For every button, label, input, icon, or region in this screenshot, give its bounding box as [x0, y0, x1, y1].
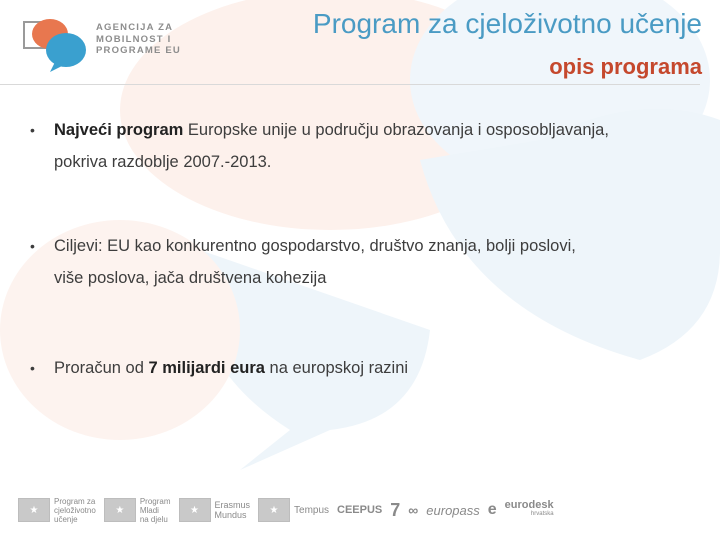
- footer-logo-1-line-2: cjeloživotno: [54, 505, 96, 515]
- footer-logo-erasmus-mundus: [179, 498, 251, 522]
- logo-line-3: PROGRAME EU: [96, 45, 181, 56]
- bullet-item-3: [30, 354, 700, 382]
- footer-logo-4-line-1: Tempus: [294, 504, 330, 516]
- bullet-1-line-1: [54, 116, 700, 144]
- bullet-item-2: [30, 232, 700, 296]
- eurodesk-logo: [505, 501, 554, 519]
- eurydice-logo-icon: ∞: [408, 502, 419, 518]
- footer-logo-2-line-2: Mladi: [139, 505, 159, 515]
- page-title: Program za cjeloživotno učenje: [312, 8, 702, 39]
- logo-line-2: MOBILNOST I: [96, 33, 172, 45]
- fp7-logo-icon: 7: [390, 499, 401, 520]
- eurodesk-logo-subtext: hrvatska: [530, 511, 554, 517]
- agency-logo: [22, 14, 182, 74]
- eu-flag-icon: ★: [104, 498, 136, 522]
- agency-logo-text: [96, 22, 181, 57]
- eu-flag-icon: ★: [18, 498, 50, 522]
- footer-logo-youth-in-action: [104, 497, 171, 524]
- bullet-3-line-1: [54, 354, 700, 382]
- footer-logo-2-line-1: Program: [139, 496, 171, 506]
- eurodesk-logo-text: eurodesk: [504, 499, 554, 511]
- footer-logo-3-line-1: Erasmus: [214, 500, 251, 510]
- eu-flag-icon: ★: [179, 498, 211, 522]
- page-subtitle: opis programa: [549, 54, 702, 79]
- title-divider: [0, 84, 700, 85]
- bullet-icon: •: [30, 122, 35, 138]
- footer-logo-1-line-3: učenje: [54, 514, 78, 524]
- bullet-icon: •: [30, 360, 35, 376]
- eurodesk-e-icon: e: [487, 501, 497, 518]
- bullet-1-bold: Najveći program: [54, 121, 184, 139]
- footer-logo-3-line-2: Mundus: [214, 510, 247, 520]
- eu-flag-icon: ★: [258, 498, 290, 522]
- bullet-item-1: [30, 116, 700, 180]
- bullet-1-text: Europske unije u području obrazovanja i osposobljavanja,: [183, 121, 609, 139]
- logo-line-1: AGENCIJA ZA: [96, 22, 174, 33]
- footer-logos: [18, 493, 708, 527]
- bullet-2-line-2: više poslova, jača društvena kohezija: [54, 269, 327, 287]
- ceepus-logo: CEEPUS: [337, 504, 383, 516]
- footer-logo-2-line-3: na djelu: [139, 514, 168, 524]
- bullet-1-line-2: pokriva razdoblje 2007.-2013.: [54, 153, 272, 171]
- footer-logo-tempus: [258, 498, 329, 522]
- europass-logo: europass: [426, 502, 480, 518]
- bullet-3-bold: 7 milijardi eura: [148, 359, 265, 377]
- bullet-2-line-1: Ciljevi: EU kao konkurentno gospodarstvo, društvo znanja, bolji poslovi,: [54, 237, 576, 255]
- bullet-list: [30, 116, 700, 382]
- bullet-icon: •: [30, 238, 35, 254]
- speech-bubbles-icon: [22, 14, 94, 74]
- footer-logo-lifelong-learning: [18, 497, 96, 524]
- footer-logo-1-line-1: Program za: [54, 496, 96, 506]
- bullet-3-pre: Proračun od: [54, 359, 149, 377]
- bullet-3-post: na europskoj razini: [264, 359, 409, 377]
